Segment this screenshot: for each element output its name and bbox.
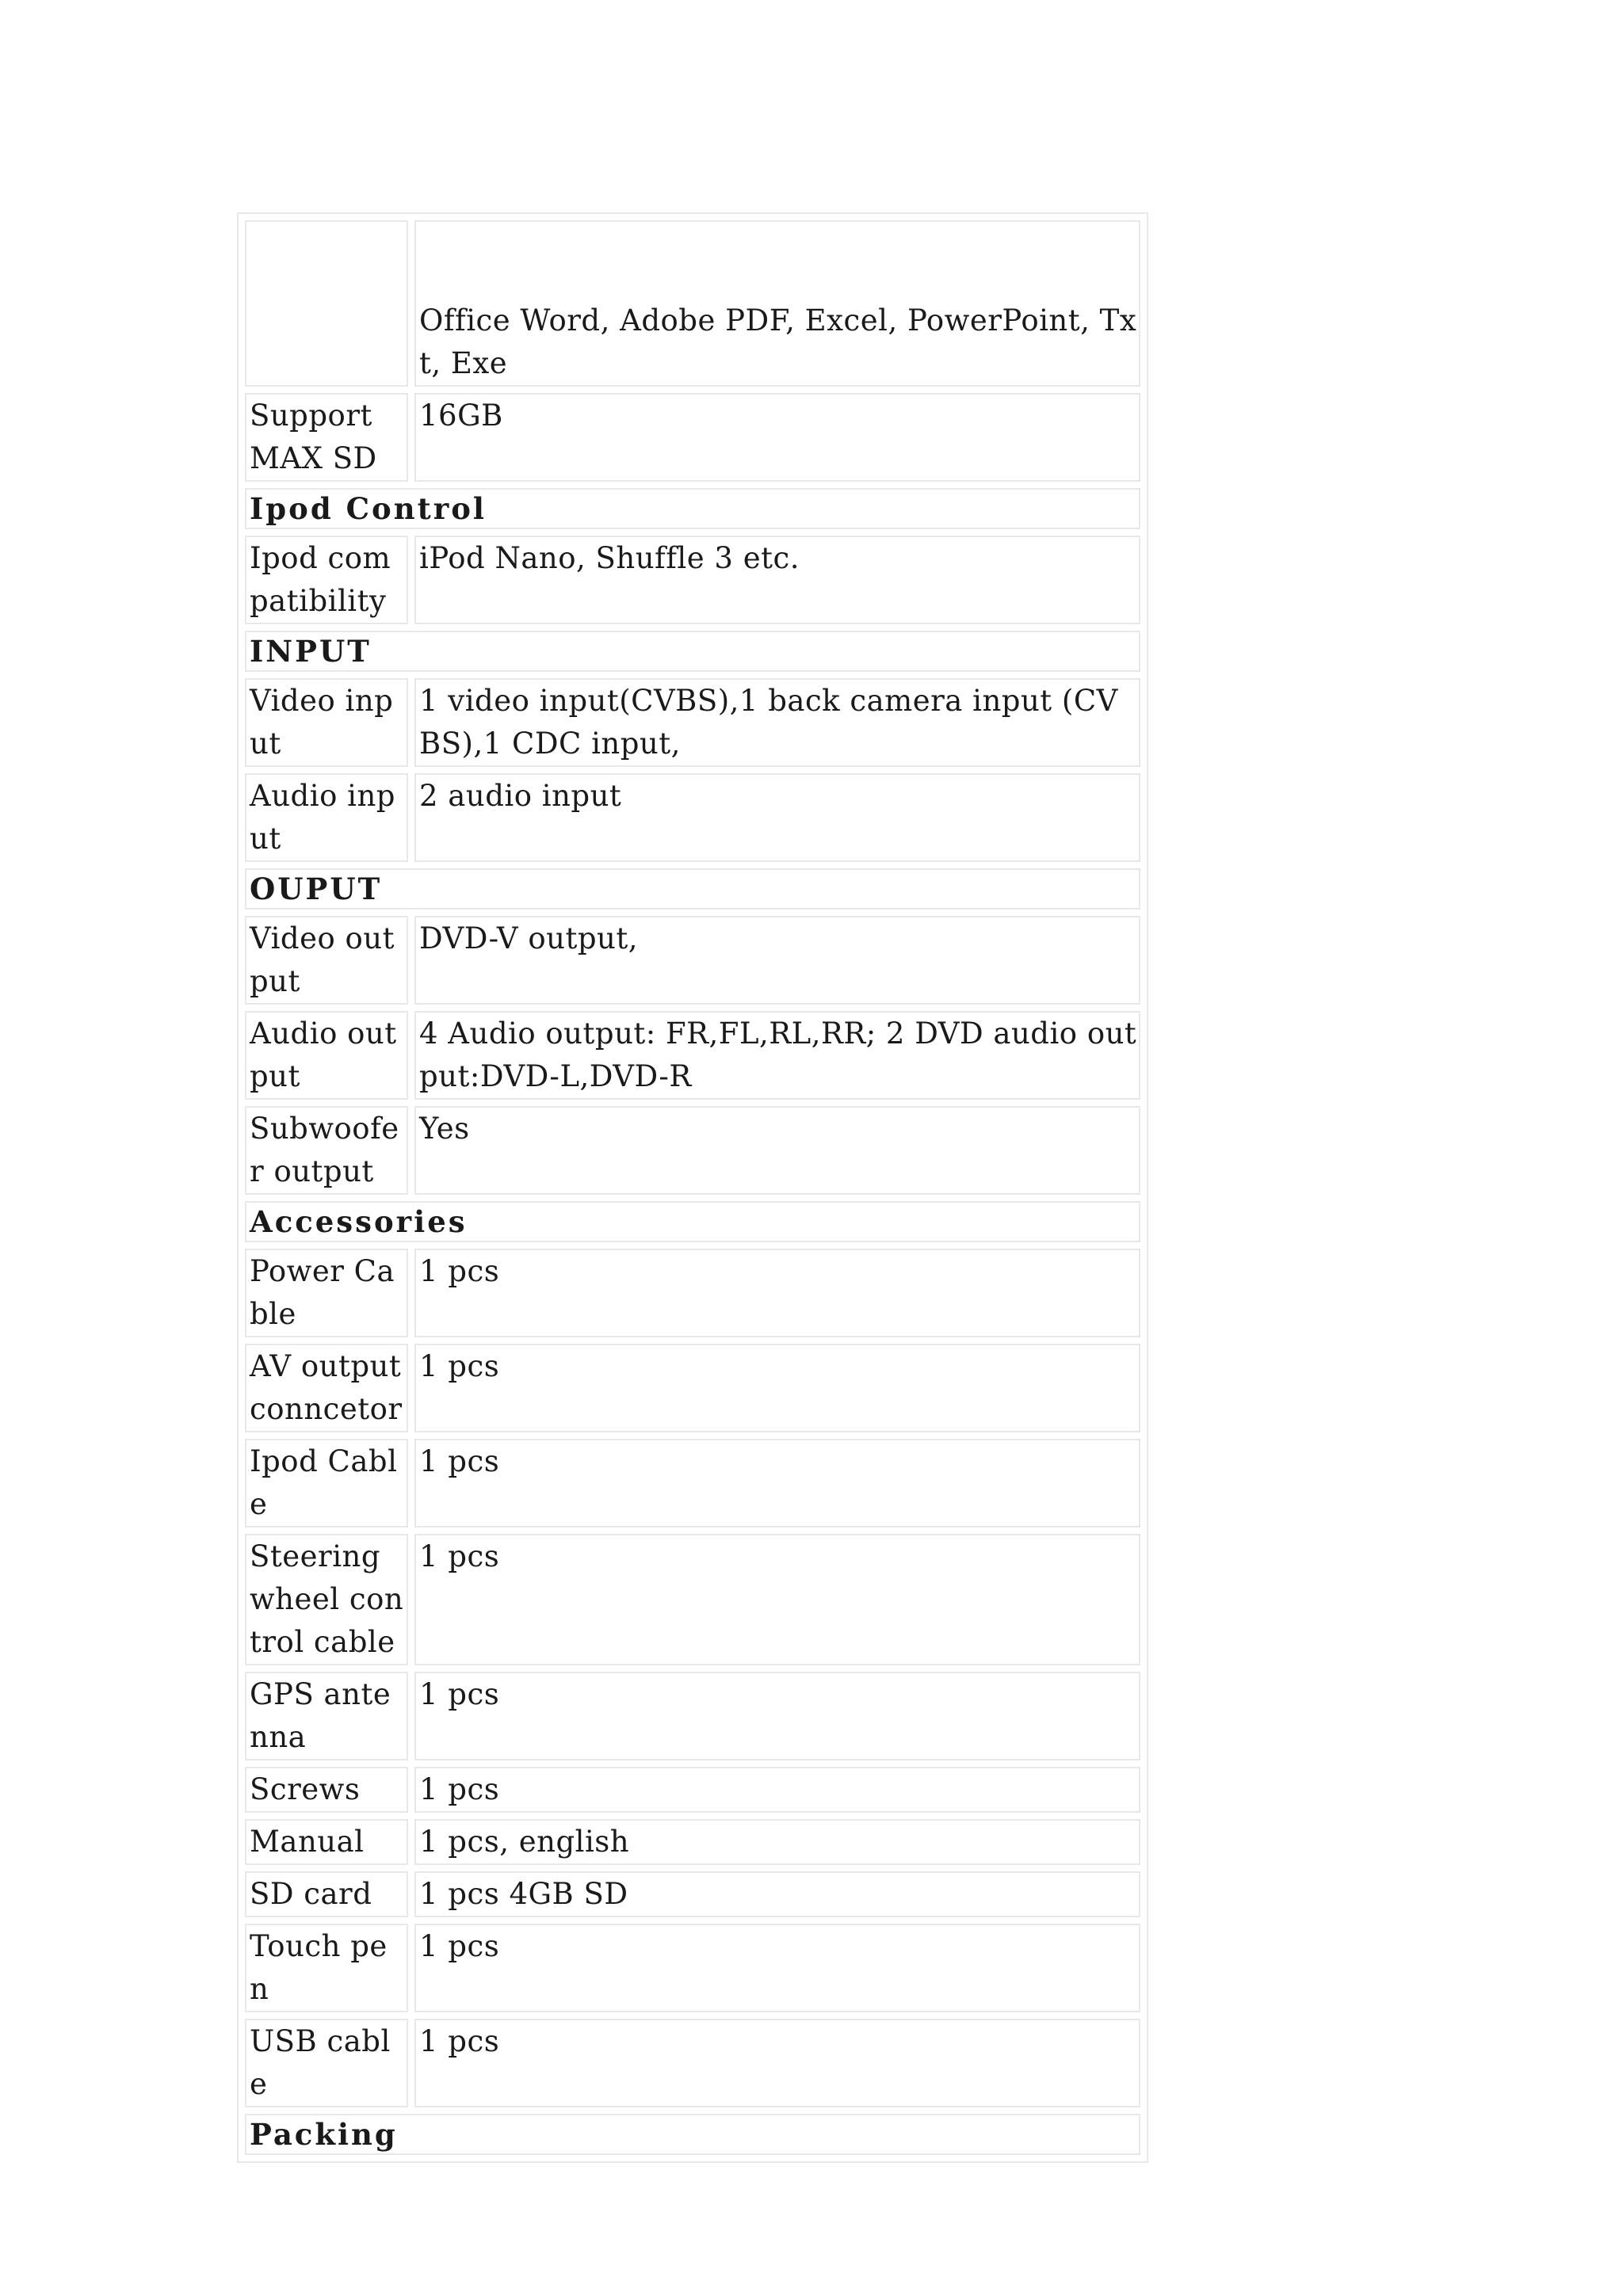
table-row	[245, 1672, 1140, 1760]
table-row	[245, 1249, 1140, 1337]
spec-value: 16GB	[414, 393, 1140, 482]
table-row	[245, 1011, 1140, 1100]
section-header-row	[245, 488, 1140, 529]
spec-value: DVD-V output,	[414, 916, 1140, 1005]
spec-label	[245, 220, 408, 387]
section-header-row	[245, 868, 1140, 910]
table-row	[245, 1439, 1140, 1527]
spec-value: 1 pcs	[414, 2019, 1140, 2107]
spec-label: USB cable	[245, 2019, 408, 2107]
table-row	[245, 1871, 1140, 1917]
table-row	[245, 536, 1140, 624]
table-row	[245, 2019, 1140, 2107]
spec-value: Yes	[414, 1106, 1140, 1195]
section-title: INPUT	[245, 631, 1140, 672]
section-title: Ipod Control	[245, 488, 1140, 529]
spec-value: 1 video input(CVBS),1 back camera input (CVBS),1 CDC input,	[414, 678, 1140, 767]
spec-label: Manual	[245, 1819, 408, 1865]
spec-label: Audio output	[245, 1011, 408, 1100]
spec-label: Video input	[245, 678, 408, 767]
table-row	[245, 220, 1140, 387]
table-row	[245, 773, 1140, 862]
spec-table-body	[245, 220, 1140, 2155]
spec-label: SD card	[245, 1871, 408, 1917]
section-title: OUPUT	[245, 868, 1140, 910]
table-row	[245, 1819, 1140, 1865]
spec-value: 1 pcs	[414, 1439, 1140, 1527]
spec-table	[237, 212, 1148, 2163]
spec-label: Audio input	[245, 773, 408, 862]
section-title: Packing	[245, 2114, 1140, 2155]
spec-label: AV output conncetor	[245, 1344, 408, 1432]
table-row	[245, 1106, 1140, 1195]
section-header-row	[245, 631, 1140, 672]
spec-value: 1 pcs	[414, 1344, 1140, 1432]
spec-value: 1 pcs	[414, 1767, 1140, 1813]
spec-label: Screws	[245, 1767, 408, 1813]
spec-label: Support MAX SD	[245, 393, 408, 482]
spec-label: Ipod compatibility	[245, 536, 408, 624]
table-row	[245, 916, 1140, 1005]
spec-label: Video output	[245, 916, 408, 1005]
spec-label: Steering wheel control cable	[245, 1534, 408, 1665]
spec-label: Subwoofer output	[245, 1106, 408, 1195]
spec-value: 1 pcs	[414, 1249, 1140, 1337]
table-row	[245, 678, 1140, 767]
table-row	[245, 1767, 1140, 1813]
table-row	[245, 1924, 1140, 2012]
spec-value: iPod Nano, Shuffle 3 etc.	[414, 536, 1140, 624]
spec-label: Power Cable	[245, 1249, 408, 1337]
section-header-row	[245, 1201, 1140, 1242]
spec-label: Ipod Cable	[245, 1439, 408, 1527]
section-title: Accessories	[245, 1201, 1140, 1242]
section-header-row	[245, 2114, 1140, 2155]
table-row	[245, 1534, 1140, 1665]
table-row	[245, 393, 1140, 482]
spec-value: 2 audio input	[414, 773, 1140, 862]
spec-value: 1 pcs	[414, 1924, 1140, 2012]
spec-value: Office Word, Adobe PDF, Excel, PowerPoint, Txt, Exe	[414, 220, 1140, 387]
spec-value: 1 pcs	[414, 1534, 1140, 1665]
table-row	[245, 1344, 1140, 1432]
spec-label: GPS antenna	[245, 1672, 408, 1760]
spec-value: 1 pcs 4GB SD	[414, 1871, 1140, 1917]
spec-label: Touch pen	[245, 1924, 408, 2012]
spec-value: 1 pcs, english	[414, 1819, 1140, 1865]
spec-value: 4 Audio output: FR,FL,RL,RR; 2 DVD audio output:DVD-L,DVD-R	[414, 1011, 1140, 1100]
spec-value: 1 pcs	[414, 1672, 1140, 1760]
